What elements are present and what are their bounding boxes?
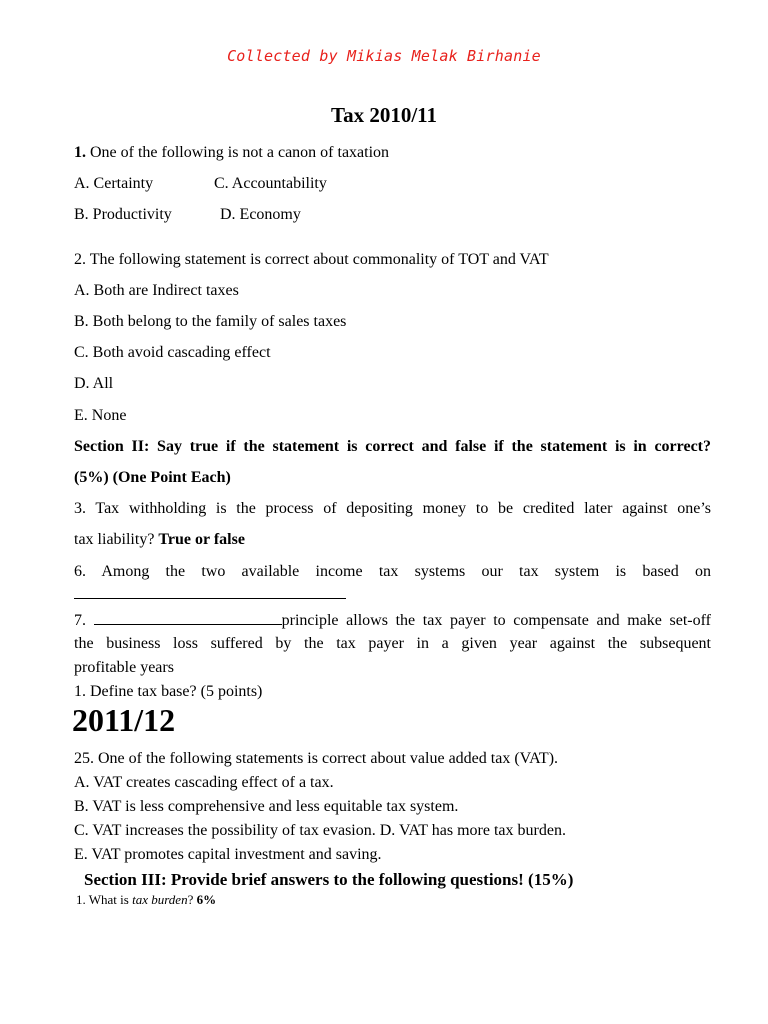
section-2-heading: Section II: Say true if the statement is correct and false if the statement is in correct? — [74, 438, 711, 455]
section-2-points: (5%) (One Point Each) — [74, 469, 231, 486]
question-25-option-e: E. VAT promotes capital investment and saving. — [74, 846, 382, 863]
question-2-option: A. Both are Indirect taxes — [74, 282, 239, 299]
question-3-answer: True or false — [158, 531, 245, 548]
exam-title: Tax 2010/11 — [330, 103, 437, 127]
question-25-option-c-d: C. VAT increases the possibility of tax evasion. D. VAT has more tax burden. — [74, 822, 566, 839]
question-25-option-b: B. VAT is less comprehensive and less equitable tax system. — [74, 798, 459, 815]
option-b: B. Productivity — [74, 206, 172, 223]
question-1-text: One of the following is not a canon of taxation — [86, 144, 390, 161]
option-d: D. Economy — [220, 206, 301, 223]
question-1-number: 1. — [74, 144, 86, 161]
final-question-term: tax burden — [132, 892, 188, 907]
question-2-option: D. All — [74, 375, 114, 392]
question-7-text: principle allows the tax payer to compensate and make set-off — [281, 612, 712, 629]
question-3-line-1: 3. Tax withholding is the process of depositing money to be credited later against one’s — [74, 500, 711, 517]
question-7-line-3: profitable years — [74, 659, 174, 676]
final-question-suffix: ? — [187, 892, 197, 907]
final-question-prefix: 1. What is — [76, 892, 133, 907]
question-7-number: 7. — [74, 612, 94, 629]
question-25: 25. One of the following statements is correct about value added tax (VAT). — [74, 750, 559, 767]
question-6: 6. Among the two available income tax systems our tax system is based on — [74, 563, 711, 580]
question-6-blank — [74, 584, 346, 605]
collector-header: Collected by Mikias Melak Birhanie — [227, 47, 541, 65]
question-1-row-1 — [74, 174, 327, 194]
final-question-points: 6% — [196, 892, 217, 907]
question-2-option: C. Both avoid cascading effect — [74, 344, 271, 361]
question-3-text: tax liability? — [74, 531, 159, 548]
year-heading: 2011/12 — [72, 702, 176, 738]
question-1 — [74, 143, 389, 163]
question-2: 2. The following statement is correct about commonality of TOT and VAT — [74, 251, 549, 268]
option-a: A. Certainty — [74, 175, 154, 192]
final-question — [76, 890, 216, 910]
question-7-line-2: the business loss suffered by the tax payer in a given year against the subsequent — [74, 635, 711, 652]
question-3-line-2 — [74, 530, 245, 550]
question-7-line-1 — [74, 610, 711, 631]
option-c: C. Accountability — [214, 175, 327, 192]
section-3-heading: Section III: Provide brief answers to the following questions! (15%) — [84, 870, 574, 889]
question-2-option: E. None — [74, 407, 127, 424]
question-25-option-a: A. VAT creates cascading effect of a tax. — [74, 774, 334, 791]
answer-blank — [94, 610, 282, 625]
answer-blank — [74, 584, 346, 599]
define-question: 1. Define tax base? (5 points) — [74, 683, 263, 700]
question-1-row-2 — [74, 205, 301, 225]
question-2-option: B. Both belong to the family of sales taxes — [74, 313, 347, 330]
